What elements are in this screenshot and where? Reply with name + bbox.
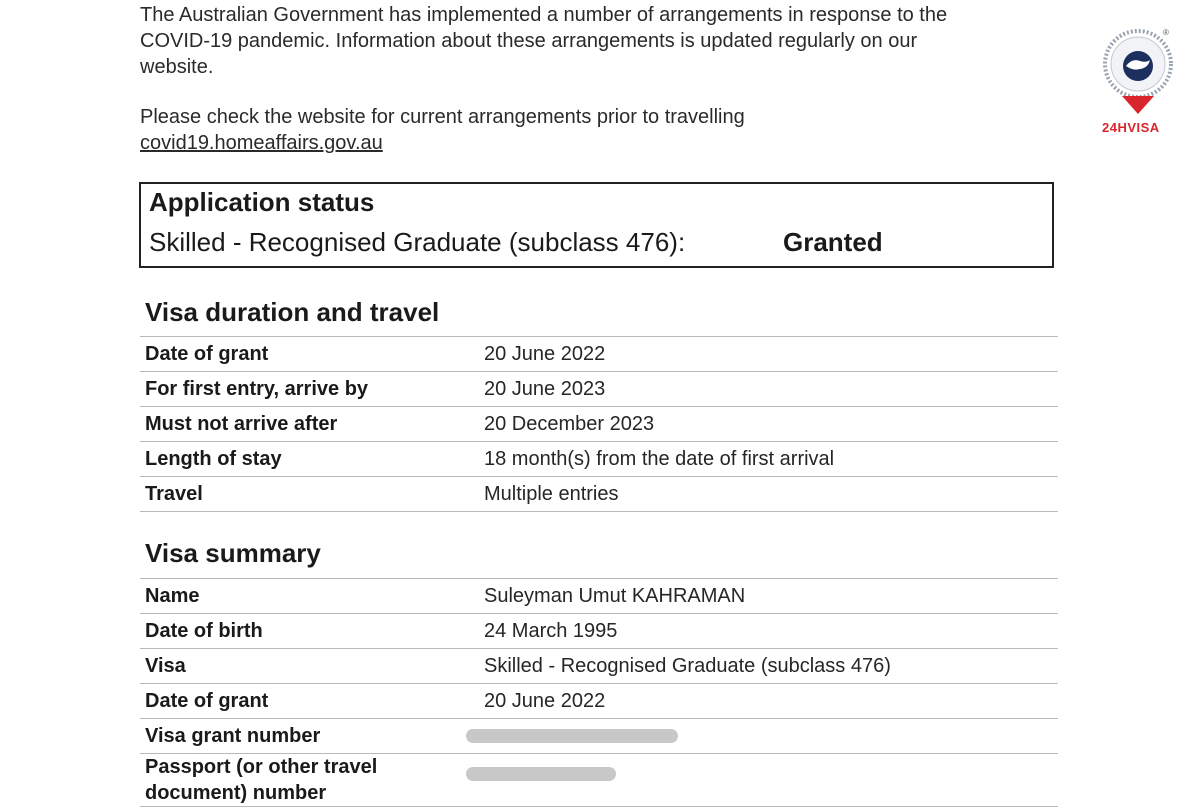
registered-mark: ® (1163, 28, 1169, 37)
row-value: 20 June 2022 (479, 337, 1058, 372)
redacted-value (479, 719, 1058, 754)
table-row (140, 477, 1058, 512)
row-value: 24 March 1995 (479, 614, 1058, 649)
row-value: Skilled - Recognised Graduate (subclass 476) (479, 649, 1058, 684)
covid-notice-line-2: COVID-19 pandemic. Information about these arrangements is updated regularly on our (140, 30, 918, 52)
application-status-box (139, 182, 1054, 268)
row-value: Multiple entries (479, 477, 1058, 512)
table-row (140, 372, 1058, 407)
row-value: 20 June 2022 (479, 684, 1058, 719)
table-row (140, 442, 1058, 477)
row-label: Visa grant number (140, 719, 479, 754)
redaction-bar (466, 767, 616, 781)
application-status-title: Application status (149, 187, 375, 217)
covid-notice-line-3: website. (140, 56, 214, 78)
visa-summary-table (140, 578, 1058, 807)
travel-check-text: Please check the website for current arrangements prior to travelling (140, 106, 745, 128)
row-label: Date of grant (140, 337, 479, 372)
visa-duration-title: Visa duration and travel (145, 297, 440, 327)
covid-notice (140, 2, 1045, 80)
visa-summary-title: Visa summary (145, 538, 321, 568)
table-row (140, 719, 1058, 754)
row-label: Date of birth (140, 614, 479, 649)
row-label: Name (140, 579, 479, 614)
row-label: Visa (140, 649, 479, 684)
table-row (140, 407, 1058, 442)
table-row (140, 649, 1058, 684)
table-row (140, 754, 1058, 807)
table-row (140, 337, 1058, 372)
covid-notice-line-1: The Australian Government has implemented a number of arrangements in response to the (140, 4, 948, 26)
covid-website-link[interactable]: covid19.homeaffairs.gov.au (140, 132, 383, 154)
row-value: Suleyman Umut KAHRAMAN (479, 579, 1058, 614)
redaction-bar (466, 729, 678, 743)
redacted-value (479, 754, 1058, 807)
travel-check-notice (140, 104, 745, 156)
application-status-value: Granted (783, 227, 883, 257)
row-label: Passport (or other travel document) number (140, 754, 479, 807)
row-label: Date of grant (140, 684, 479, 719)
application-status-visa: Skilled - Recognised Graduate (subclass 476): (149, 227, 686, 257)
table-row (140, 614, 1058, 649)
table-row (140, 684, 1058, 719)
table-row (140, 579, 1058, 614)
row-value: 18 month(s) from the date of first arrival (479, 442, 1058, 477)
row-label: Length of stay (140, 442, 479, 477)
logo-text: 24HVISA (1102, 120, 1160, 135)
row-value: 20 June 2023 (479, 372, 1058, 407)
row-label: Must not arrive after (140, 407, 479, 442)
row-value: 20 December 2023 (479, 407, 1058, 442)
row-label: For first entry, arrive by (140, 372, 479, 407)
visa-duration-table (140, 336, 1058, 512)
row-label: Travel (140, 477, 479, 512)
